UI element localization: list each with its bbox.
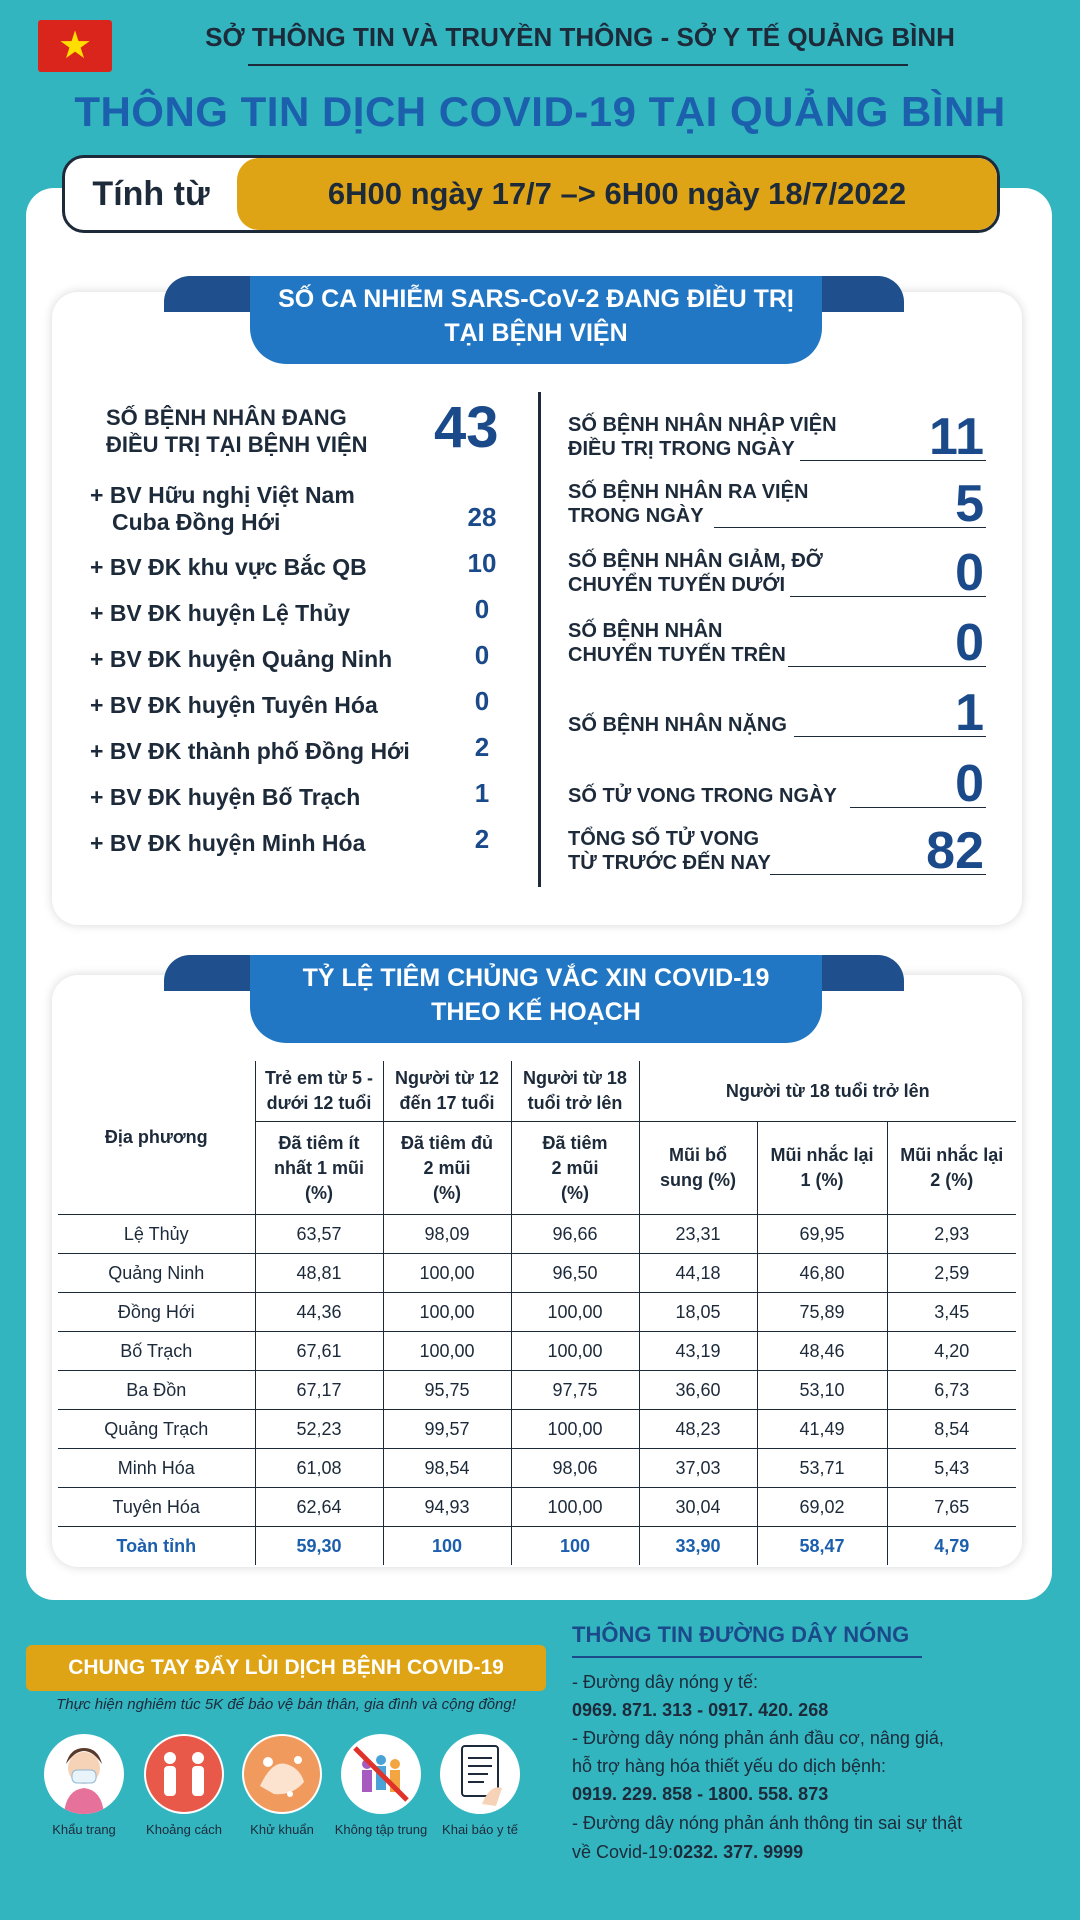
table-header-text: 1 (%) — [800, 1170, 844, 1190]
table-cell: 67,17 — [255, 1371, 383, 1410]
table-cell: 99,57 — [383, 1410, 511, 1449]
table-subheader — [383, 1122, 511, 1215]
table-header-text: Đã tiêm đủ — [400, 1132, 493, 1153]
table-header-text: 2 (%) — [930, 1170, 974, 1190]
icon-caption: Khai báo y tế — [442, 1822, 518, 1837]
table-header-text: Trẻ em từ 5 - — [264, 1068, 374, 1088]
table-header-group — [255, 1061, 383, 1122]
table-cell: 52,23 — [255, 1410, 383, 1449]
hotline-2-numbers[interactable]: 0919. 229. 858 - 1800. 558. 873 — [572, 1784, 829, 1804]
stat-value: 0 — [955, 544, 984, 602]
table-header-text: dưới 12 tuổi — [266, 1093, 372, 1113]
stat-deaths-today — [568, 751, 986, 813]
table-subheader — [255, 1122, 383, 1215]
stat-label-line2: SỐ BỆNH NHÂN NẶNG — [568, 714, 787, 736]
table-cell: 46,80 — [757, 1254, 887, 1293]
table-cell: 94,93 — [383, 1488, 511, 1527]
hotline-underline — [572, 1656, 922, 1658]
table-header-text: Người từ 12 — [395, 1068, 499, 1088]
table-cell: 2,59 — [887, 1254, 1016, 1293]
table-row — [58, 1410, 1016, 1449]
table-cell: 95,75 — [383, 1371, 511, 1410]
icon-caption: Khoảng cách — [146, 1822, 222, 1837]
table-cell: 69,95 — [757, 1215, 887, 1254]
hospital-value: 10 — [467, 548, 497, 578]
total-treating-label-line1: SỐ BỆNH NHÂN ĐANG — [106, 405, 347, 430]
hospital-value: 0 — [474, 640, 490, 670]
vietnam-flag-icon — [38, 20, 112, 72]
stat-total-deaths — [568, 818, 986, 880]
total-treating-value: 43 — [434, 395, 499, 460]
table-cell: 44,36 — [255, 1293, 383, 1332]
icon-caption: Không tập trung — [334, 1822, 428, 1837]
hospital-item — [90, 482, 355, 536]
total-treating-label-line2: ĐIỀU TRỊ TẠI BỆNH VIỆN — [106, 432, 368, 457]
table-row — [58, 1371, 1016, 1410]
stat-label-line2: SỐ TỬ VONG TRONG NGÀY — [568, 785, 837, 807]
hospital-name-line2: Cuba Đồng Hới — [112, 509, 281, 535]
treatment-card — [52, 285, 1022, 925]
stat-label-line2: CHUYỂN TUYẾN TRÊN — [568, 644, 786, 666]
page-title: THÔNG TIN DỊCH COVID-19 TẠI QUẢNG BÌNH — [74, 88, 1006, 135]
table-cell: 5,43 — [887, 1449, 1016, 1488]
hospital-item: + BV ĐK huyện Minh Hóa — [90, 830, 366, 856]
table-cell: 3,45 — [887, 1293, 1016, 1332]
icon-item — [333, 1734, 429, 1837]
table-row — [58, 1254, 1016, 1293]
hotline-1-label: - Đường dây nóng y tế: — [572, 1672, 758, 1692]
table-cell: 100,00 — [383, 1254, 511, 1293]
5k-icons — [36, 1734, 536, 1854]
table-cell: 30,04 — [639, 1488, 757, 1527]
hotline-1-numbers[interactable]: 0969. 871. 313 - 0917. 420. 268 — [572, 1700, 829, 1720]
table-header-text: (%) — [561, 1182, 589, 1203]
table-cell: 58,47 — [757, 1527, 887, 1566]
column-divider — [538, 392, 541, 887]
table-cell: Bố Trạch — [58, 1332, 255, 1371]
stat-transferred-up — [568, 610, 986, 672]
table-subheader — [757, 1122, 887, 1215]
table-cell: 37,03 — [639, 1449, 757, 1488]
table-cell: 43,19 — [639, 1332, 757, 1371]
hand-wash-icon — [242, 1734, 322, 1814]
table-cell: 100 — [511, 1527, 639, 1566]
table-cell: Quảng Trạch — [58, 1410, 255, 1449]
face-mask-icon — [44, 1734, 124, 1814]
icon-item — [136, 1734, 232, 1837]
stat-value: 0 — [955, 755, 984, 813]
hotline-2-label-cont: hỗ trợ hàng hóa thiết yếu do dịch bệnh: — [572, 1756, 887, 1776]
icon-item — [36, 1734, 132, 1837]
vaccination-title — [250, 955, 822, 1043]
vaccination-table — [58, 1061, 1016, 1565]
stat-label-line2: ĐIỀU TRỊ TRONG NGÀY — [568, 438, 795, 460]
icon-caption: Khử khuẩn — [250, 1822, 314, 1837]
table-cell: 8,54 — [887, 1410, 1016, 1449]
table-total-row — [58, 1527, 1016, 1566]
table-header-text: sung (%) — [660, 1170, 736, 1190]
table-header-row — [58, 1061, 1016, 1122]
table-cell: 23,31 — [639, 1215, 757, 1254]
stat-value: 82 — [926, 822, 984, 880]
vaccination-title-line1: TỶ LỆ TIÊM CHỦNG VẮC XIN COVID-19 — [302, 964, 770, 992]
hospital-item: + BV ĐK huyện Lệ Thủy — [90, 600, 351, 626]
table-row — [58, 1293, 1016, 1332]
table-cell: Tuyên Hóa — [58, 1488, 255, 1527]
stat-value: 0 — [955, 614, 984, 672]
stat-label-line1: SỐ BỆNH NHÂN GIẢM, ĐỠ — [568, 550, 823, 572]
hotline-2-label: - Đường dây nóng phản ánh đầu cơ, nâng giá, — [572, 1728, 944, 1748]
table-header-text: 2 mũi — [551, 1157, 599, 1178]
hotline-3-label-cont: về Covid-19: — [572, 1842, 674, 1862]
header-divider — [248, 64, 908, 66]
table-cell: 100,00 — [511, 1332, 639, 1371]
treatment-title-line2: TẠI BỆNH VIỆN — [444, 319, 628, 347]
icon-caption: Khẩu trang — [52, 1822, 116, 1837]
hospital-value: 2 — [474, 732, 490, 762]
table-header-text: Người từ 18 — [523, 1068, 627, 1088]
table-cell: Minh Hóa — [58, 1449, 255, 1488]
hospital-item: + BV ĐK huyện Tuyên Hóa — [90, 692, 378, 718]
table-cell: 48,46 — [757, 1332, 887, 1371]
time-range-box — [62, 155, 1000, 233]
stat-severe — [568, 680, 986, 742]
table-cell: 36,60 — [639, 1371, 757, 1410]
table-cell: 2,93 — [887, 1215, 1016, 1254]
table-cell: 100,00 — [511, 1293, 639, 1332]
table-cell: 48,81 — [255, 1254, 383, 1293]
vaccination-title-line2: THEO KẾ HOẠCH — [431, 998, 641, 1026]
treatment-title-line1: SỐ CA NHIỄM SARS-CoV-2 ĐANG ĐIỀU TRỊ — [278, 285, 794, 313]
icon-item — [432, 1734, 528, 1837]
table-cell: 96,50 — [511, 1254, 639, 1293]
department-header: SỞ THÔNG TIN VÀ TRUYỀN THÔNG - SỞ Y TẾ QUẢNG BÌNH — [205, 22, 955, 52]
stat-label-line1: SỐ BỆNH NHÂN NHẬP VIỆN — [568, 414, 837, 436]
stat-admitted — [568, 404, 986, 466]
table-cell: Lệ Thủy — [58, 1215, 255, 1254]
hotline-3-number[interactable]: 0232. 377. 9999 — [673, 1842, 804, 1862]
hospital-value: 2 — [474, 824, 490, 854]
stat-label-line2: TRONG NGÀY — [568, 505, 704, 527]
table-cell: 98,54 — [383, 1449, 511, 1488]
hospital-value: 28 — [467, 502, 497, 532]
table-subheader — [639, 1122, 757, 1215]
table-header-locality: Địa phương — [58, 1061, 255, 1215]
table-cell: 4,20 — [887, 1332, 1016, 1371]
table-header-text: Đã tiêm — [542, 1132, 608, 1153]
table-cell: 4,79 — [887, 1527, 1016, 1566]
table-row — [58, 1449, 1016, 1488]
table-header-text: tuổi trở lên — [527, 1093, 623, 1113]
vaccination-card — [52, 964, 1022, 1567]
table-header-group: Người từ 18 tuổi trở lên — [639, 1061, 1016, 1122]
table-cell: 44,18 — [639, 1254, 757, 1293]
icon-item — [234, 1734, 330, 1837]
table-cell: 41,49 — [757, 1410, 887, 1449]
stat-label-line1: TỔNG SỐ TỬ VONG — [568, 828, 760, 850]
table-cell: 59,30 — [255, 1527, 383, 1566]
table-cell: Quảng Ninh — [58, 1254, 255, 1293]
hotline-3-row — [572, 1842, 1062, 1863]
health-declaration-icon — [440, 1734, 520, 1814]
table-header-text: nhất 1 mũi — [273, 1157, 364, 1178]
hospital-item: + BV ĐK khu vực Bắc QB — [90, 554, 367, 580]
table-cell: 100,00 — [511, 1488, 639, 1527]
table-row — [58, 1215, 1016, 1254]
table-cell: 98,06 — [511, 1449, 639, 1488]
table-header-text: Đã tiêm ít — [278, 1132, 360, 1153]
stat-label-line2: CHUYỂN TUYẾN DƯỚI — [568, 574, 786, 596]
table-cell: 100 — [383, 1527, 511, 1566]
table-header-group — [511, 1061, 639, 1122]
table-cell: 100,00 — [383, 1293, 511, 1332]
table-cell: Đồng Hới — [58, 1293, 255, 1332]
table-cell: Toàn tỉnh — [58, 1527, 255, 1566]
table-cell: 69,02 — [757, 1488, 887, 1527]
stat-value: 1 — [955, 684, 984, 742]
table-cell: 48,23 — [639, 1410, 757, 1449]
table-cell: 96,66 — [511, 1215, 639, 1254]
table-cell: 33,90 — [639, 1527, 757, 1566]
table-subheader — [511, 1122, 639, 1215]
table-cell: 97,75 — [511, 1371, 639, 1410]
hospital-item: + BV ĐK huyện Bố Trạch — [90, 784, 361, 810]
hotline-3-label: - Đường dây nóng phản ánh thông tin sai sự thật — [572, 1813, 963, 1833]
table-cell: 75,89 — [757, 1293, 887, 1332]
flag-star-icon: ★ — [57, 25, 93, 67]
table-cell: 6,73 — [887, 1371, 1016, 1410]
stat-label-line1: SỐ BỆNH NHÂN RA VIỆN — [568, 481, 809, 503]
stat-transferred-down — [568, 540, 986, 602]
table-header-group — [383, 1061, 511, 1122]
table-cell: 98,09 — [383, 1215, 511, 1254]
table-cell: 63,57 — [255, 1215, 383, 1254]
total-treating-label — [106, 404, 368, 458]
table-header-text: đến 17 tuổi — [399, 1093, 495, 1113]
table-subheader — [887, 1122, 1016, 1215]
table-header-text: Mũi nhắc lại — [770, 1145, 874, 1165]
table-cell: 67,61 — [255, 1332, 383, 1371]
hospital-value: 0 — [474, 594, 490, 624]
hospital-value: 0 — [474, 686, 490, 716]
table-cell: 53,71 — [757, 1449, 887, 1488]
table-cell: 100,00 — [383, 1332, 511, 1371]
campaign-slogan: Thực hiện nghiêm túc 5K để bảo vệ bản thân, gia đình và cộng đồng! — [56, 1696, 516, 1713]
table-cell: 7,65 — [887, 1488, 1016, 1527]
hospital-name: + BV Hữu nghị Việt Nam — [90, 482, 355, 508]
table-cell: 62,64 — [255, 1488, 383, 1527]
stat-value: 11 — [929, 408, 984, 466]
hotline-title: THÔNG TIN ĐƯỜNG DÂY NÓNG — [572, 1622, 910, 1647]
table-cell: 100,00 — [511, 1410, 639, 1449]
table-header-text: 2 mũi — [423, 1157, 471, 1178]
time-range-label: Tính từ — [92, 175, 210, 213]
time-range-value: 6H00 ngày 17/7 –> 6H00 ngày 18/7/2022 — [237, 158, 997, 230]
stat-value: 5 — [955, 475, 984, 533]
distancing-icon — [144, 1734, 224, 1814]
no-crowd-icon — [341, 1734, 421, 1814]
table-cell: Ba Đồn — [58, 1371, 255, 1410]
table-cell: 61,08 — [255, 1449, 383, 1488]
table-header-text: (%) — [305, 1182, 333, 1203]
campaign-banner: CHUNG TAY ĐẨY LÙI DỊCH BỆNH COVID-19 — [26, 1645, 546, 1691]
hospital-item: + BV ĐK huyện Quảng Ninh — [90, 646, 393, 672]
stat-label-line2: TỪ TRƯỚC ĐẾN NAY — [568, 852, 771, 874]
table-header-text: Mũi bổ — [669, 1145, 727, 1165]
table-header-text: Mũi nhắc lại — [900, 1145, 1004, 1165]
table-row — [58, 1332, 1016, 1371]
table-header-text: (%) — [433, 1182, 461, 1203]
table-row — [58, 1488, 1016, 1527]
table-cell: 53,10 — [757, 1371, 887, 1410]
stat-discharged — [568, 471, 986, 533]
hospital-item: + BV ĐK thành phố Đồng Hới — [90, 738, 410, 764]
stat-label-line1: SỐ BỆNH NHÂN — [568, 620, 723, 642]
treatment-title — [250, 276, 822, 364]
table-cell: 18,05 — [639, 1293, 757, 1332]
hospital-value: 1 — [474, 778, 490, 808]
